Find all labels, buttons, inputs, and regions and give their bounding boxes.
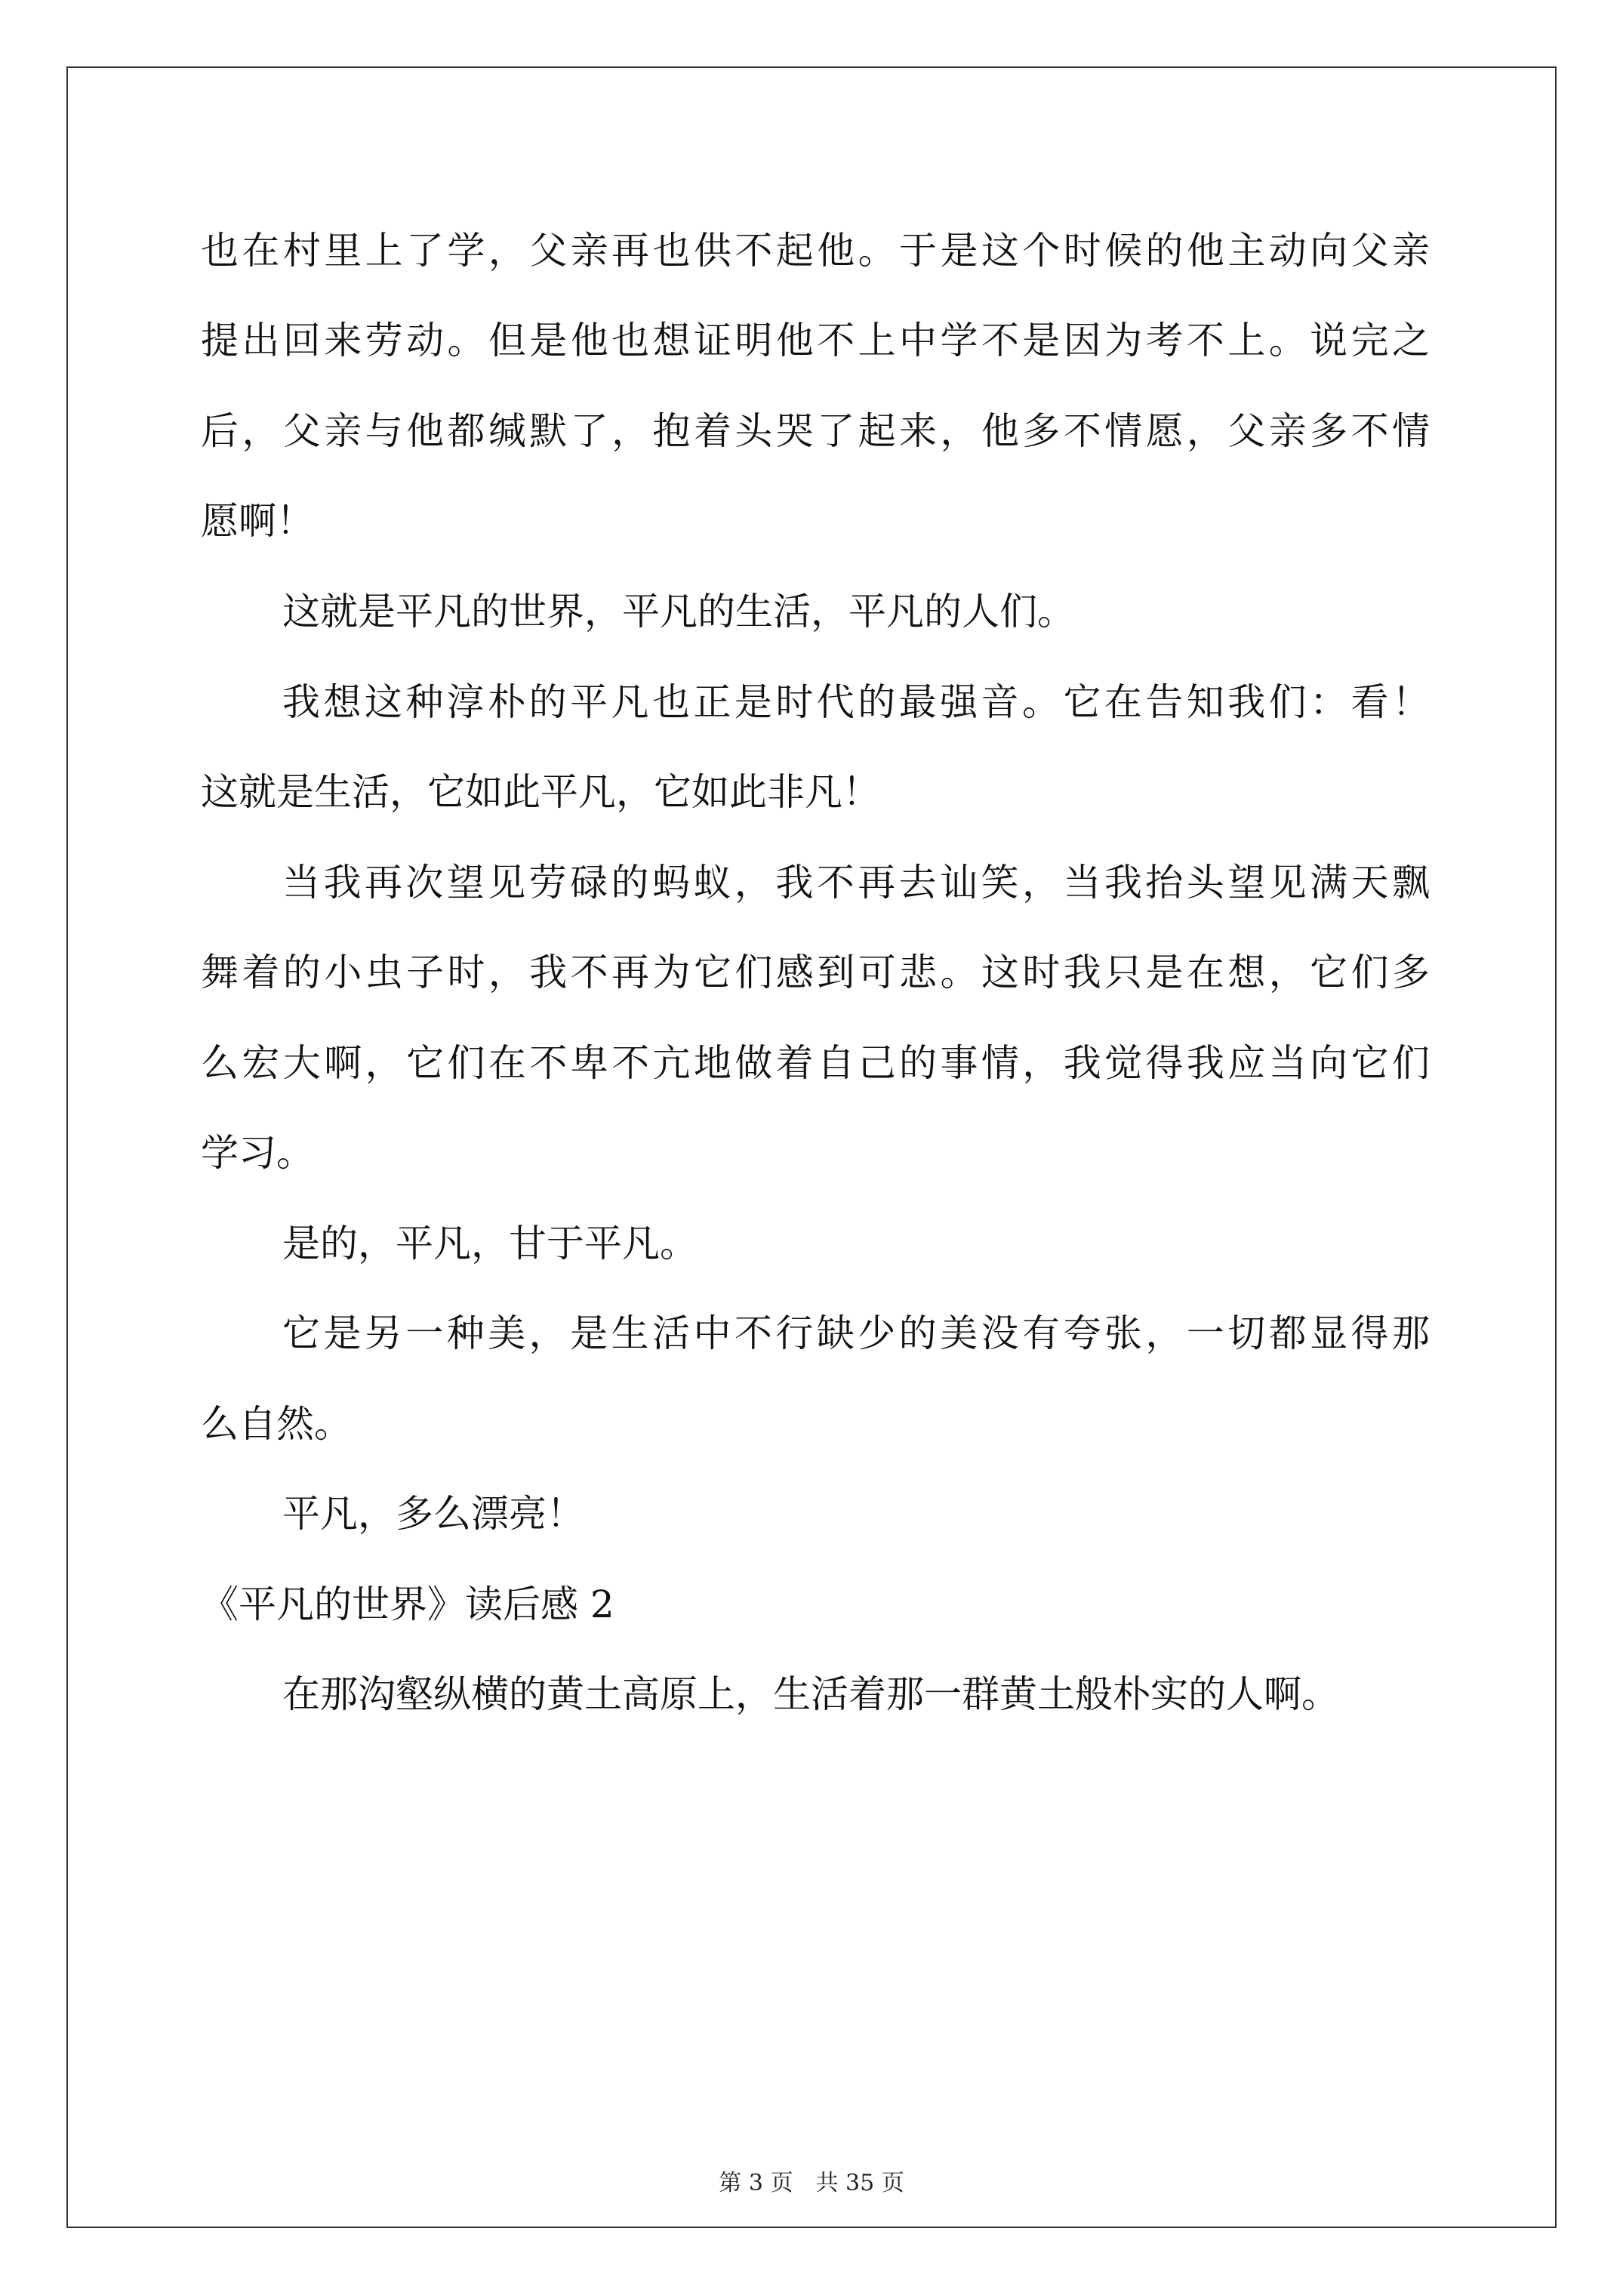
- paragraph-line: 在那沟壑纵横的黄土高原上，生活着那一群黄土般朴实的人啊。: [282, 1672, 1339, 1716]
- section-heading: 《平凡的世界》读后感 2: [201, 1583, 614, 1626]
- text-line: 学习。: [201, 1131, 314, 1175]
- text-line: 愿啊！: [201, 499, 314, 543]
- text-line: 这就是生活，它如此平凡，它如此非凡！: [201, 770, 880, 814]
- text-line: 舞着的小虫子时，我不再为它们感到可悲。这时我只是在想，它们多: [201, 951, 1430, 994]
- text-line: 么宏大啊，它们在不卑不亢地做着自己的事情，我觉得我应当向它们: [201, 1041, 1430, 1085]
- text-line: 也在村里上了学，父亲再也供不起他。于是这个时候的他主动向父亲: [201, 229, 1430, 273]
- paragraph-line: 我想这种淳朴的平凡也正是时代的最强音。它在告知我们：看！: [282, 680, 1430, 724]
- paragraph-line: 这就是平凡的世界，平凡的生活，平凡的人们。: [282, 590, 1075, 633]
- text-line: 么自然。: [201, 1402, 352, 1446]
- paragraph-line: 当我再次望见劳碌的蚂蚁，我不再去讪笑，当我抬头望见满天飘: [282, 861, 1430, 905]
- text-line: 后，父亲与他都缄默了，抱着头哭了起来，他多不情愿，父亲多不情: [201, 409, 1430, 453]
- paragraph-line: 它是另一种美，是生活中不行缺少的美没有夸张，一切都显得那: [282, 1311, 1430, 1355]
- paragraph-line: 平凡，多么漂亮！: [282, 1492, 584, 1536]
- text-line: 提出回来劳动。但是他也想证明他不上中学不是因为考不上。说完之: [201, 319, 1430, 362]
- page-footer: 第 3 页 共 35 页: [719, 2170, 904, 2196]
- paragraph-line: 是的，平凡，甘于平凡。: [282, 1222, 698, 1265]
